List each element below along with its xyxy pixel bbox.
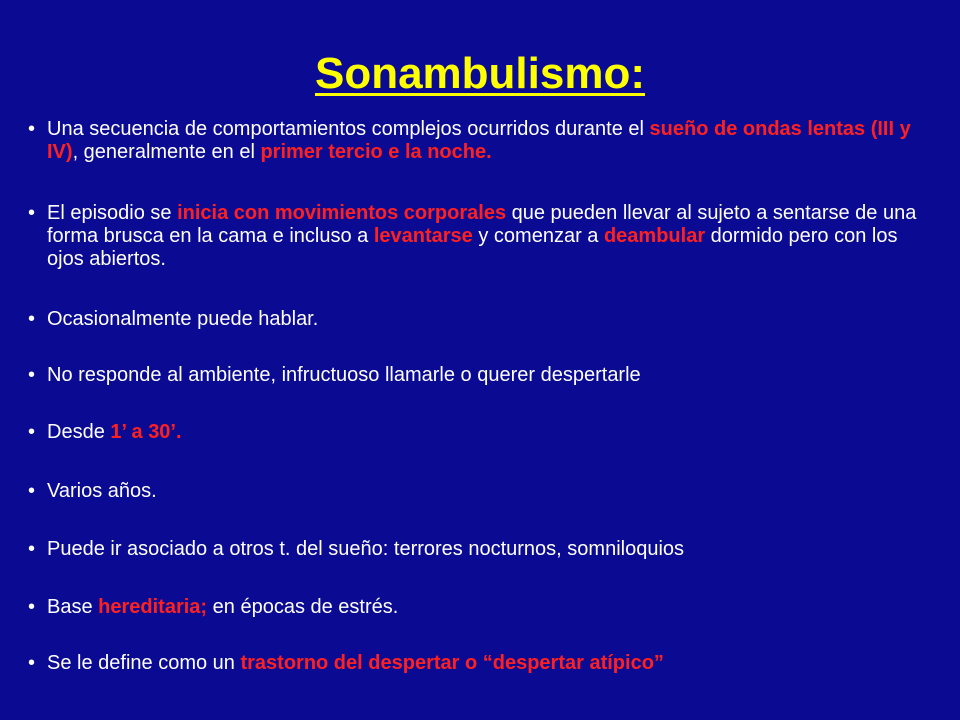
bullet-dot: • <box>28 652 36 674</box>
bullet-dot: • <box>28 202 36 224</box>
highlighted-text: 1’ a 30’. <box>110 421 182 443</box>
body-text: Ocasionalmente puede hablar. <box>47 308 319 330</box>
body-text: dormido pero con los ojos abiertos. <box>47 225 898 270</box>
bullet-text <box>47 118 927 164</box>
bullet-text <box>47 538 927 561</box>
bullet-dot: • <box>28 308 36 330</box>
bullet-text <box>47 480 927 503</box>
bullet-dot: • <box>28 421 36 443</box>
highlighted-text: trastorno del despertar o “despertar atípico” <box>240 652 664 674</box>
slide-title: Sonambulismo: <box>314 49 646 98</box>
body-text: Puede ir asociado a otros t. del sueño: terrores nocturnos, somniloquios <box>47 538 685 560</box>
bullet-text <box>47 364 927 387</box>
highlighted-text: deambular <box>603 225 706 247</box>
highlighted-text: sueño de ondas lentas (III y IV) <box>47 118 911 163</box>
bullet-text <box>47 202 927 271</box>
bullet-dot: • <box>28 480 36 502</box>
bullet-dot: • <box>28 538 36 560</box>
body-text: en épocas de estrés. <box>207 596 399 618</box>
body-text: y comenzar a <box>472 225 604 247</box>
bullet-text <box>47 652 927 675</box>
bullet-text <box>47 596 927 619</box>
body-text: No responde al ambiente, infructuoso llamarle o querer despertarle <box>47 364 641 386</box>
highlighted-text: primer tercio e la noche. <box>260 141 492 163</box>
body-text: Una secuencia de comportamientos complejos ocurridos durante el <box>47 118 650 140</box>
body-text: El episodio se <box>47 202 178 224</box>
bullet-dot: • <box>28 364 36 386</box>
body-text: que pueden llevar al sujeto a sentarse de una forma brusca en la cama e incluso a <box>47 202 917 247</box>
body-text: , generalmente en el <box>72 141 261 163</box>
bullet-text <box>47 421 927 444</box>
highlighted-text: hereditaria; <box>98 596 208 618</box>
highlighted-text: levantarse <box>373 225 473 247</box>
body-text: Se le define como un <box>47 652 241 674</box>
body-text: Desde <box>47 421 111 443</box>
body-text: Base <box>47 596 99 618</box>
bullet-dot: • <box>28 118 36 140</box>
body-text: Varios años. <box>47 480 157 502</box>
highlighted-text: inicia con movimientos corporales <box>177 202 507 224</box>
bullet-dot: • <box>28 596 36 618</box>
bullet-text <box>47 308 927 331</box>
